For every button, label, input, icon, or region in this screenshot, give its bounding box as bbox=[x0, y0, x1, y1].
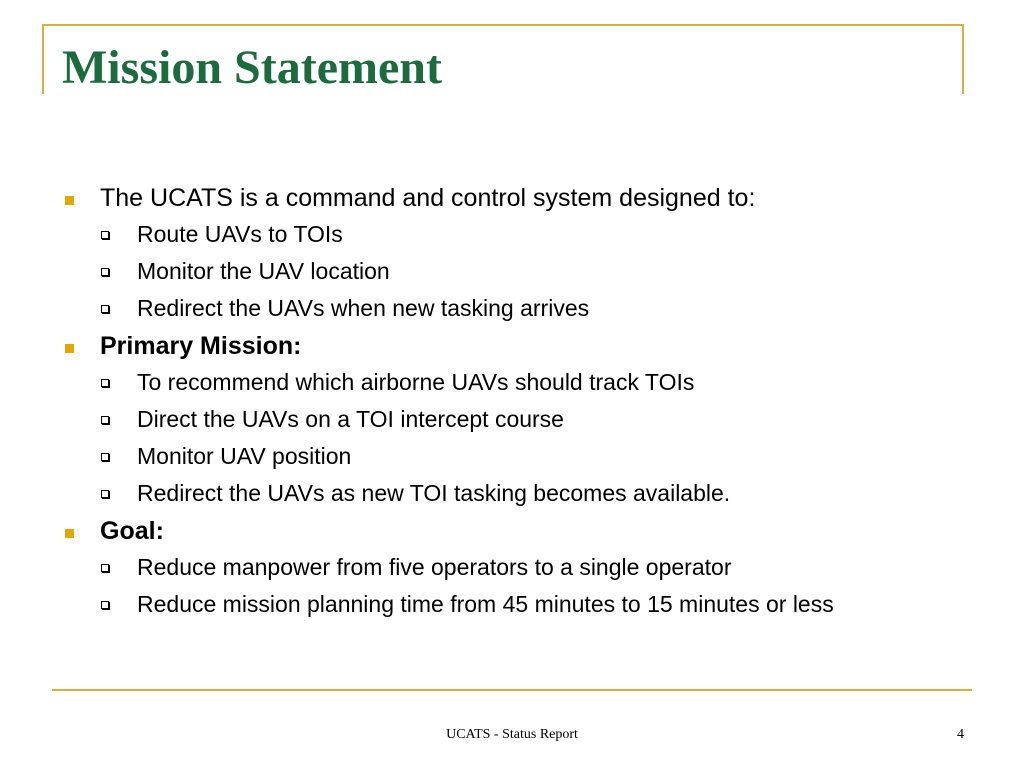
sub-bullet-text: Redirect the UAVs as new TOI tasking becomes available. bbox=[137, 480, 731, 506]
sub-bullet-text: Direct the UAVs on a TOI intercept course bbox=[137, 406, 564, 432]
square-bullet-icon bbox=[65, 529, 74, 538]
sub-bullet-item bbox=[62, 552, 947, 583]
sub-bullet-item bbox=[62, 367, 947, 398]
bullet-text: The UCATS is a command and control system designed to: bbox=[100, 184, 756, 212]
slide-content bbox=[62, 182, 962, 626]
sub-bullet-list bbox=[62, 552, 962, 620]
hollow-square-bullet-icon bbox=[101, 305, 109, 313]
square-bullet-icon bbox=[65, 344, 74, 353]
footer-caption: UCATS - Status Report bbox=[446, 727, 578, 742]
square-bullet-icon bbox=[65, 196, 74, 205]
bullet-item bbox=[62, 515, 962, 547]
sub-bullet-list bbox=[62, 367, 962, 509]
bullet-heading: Goal: bbox=[100, 517, 164, 545]
hollow-square-bullet-icon bbox=[101, 268, 109, 276]
sub-bullet-list bbox=[62, 219, 962, 324]
sub-bullet-item bbox=[62, 293, 947, 324]
sub-bullet-text: Redirect the UAVs when new tasking arrives bbox=[137, 295, 590, 321]
frame-top-line bbox=[42, 24, 964, 26]
sub-bullet-item bbox=[62, 441, 947, 472]
sub-bullet-text: Reduce manpower from five operators to a single operator bbox=[137, 554, 732, 580]
sub-bullet-text: Monitor the UAV location bbox=[137, 258, 390, 284]
hollow-square-bullet-icon bbox=[101, 379, 109, 387]
frame-left-line bbox=[42, 24, 44, 94]
page-number: 4 bbox=[957, 727, 964, 742]
bullet-item bbox=[62, 330, 962, 362]
frame-right-line bbox=[962, 24, 964, 94]
bullet-item bbox=[62, 182, 962, 214]
hollow-square-bullet-icon bbox=[101, 490, 109, 498]
hollow-square-bullet-icon bbox=[101, 231, 109, 239]
sub-bullet-item bbox=[62, 478, 947, 509]
sub-bullet-item bbox=[62, 256, 947, 287]
sub-bullet-item bbox=[62, 404, 947, 435]
hollow-square-bullet-icon bbox=[101, 601, 109, 609]
sub-bullet-item bbox=[62, 589, 947, 620]
bullet-heading: Primary Mission: bbox=[100, 332, 302, 360]
sub-bullet-text: To recommend which airborne UAVs should track TOIs bbox=[137, 369, 695, 395]
hollow-square-bullet-icon bbox=[101, 453, 109, 461]
sub-bullet-text: Reduce mission planning time from 45 minutes to 15 minutes or less bbox=[137, 591, 834, 617]
footer-divider bbox=[52, 689, 972, 691]
hollow-square-bullet-icon bbox=[101, 416, 109, 424]
sub-bullet-text: Monitor UAV position bbox=[137, 443, 352, 469]
hollow-square-bullet-icon bbox=[101, 564, 109, 572]
slide-title: Mission Statement bbox=[62, 41, 442, 94]
sub-bullet-text: Route UAVs to TOIs bbox=[137, 221, 343, 247]
sub-bullet-item bbox=[62, 219, 947, 250]
